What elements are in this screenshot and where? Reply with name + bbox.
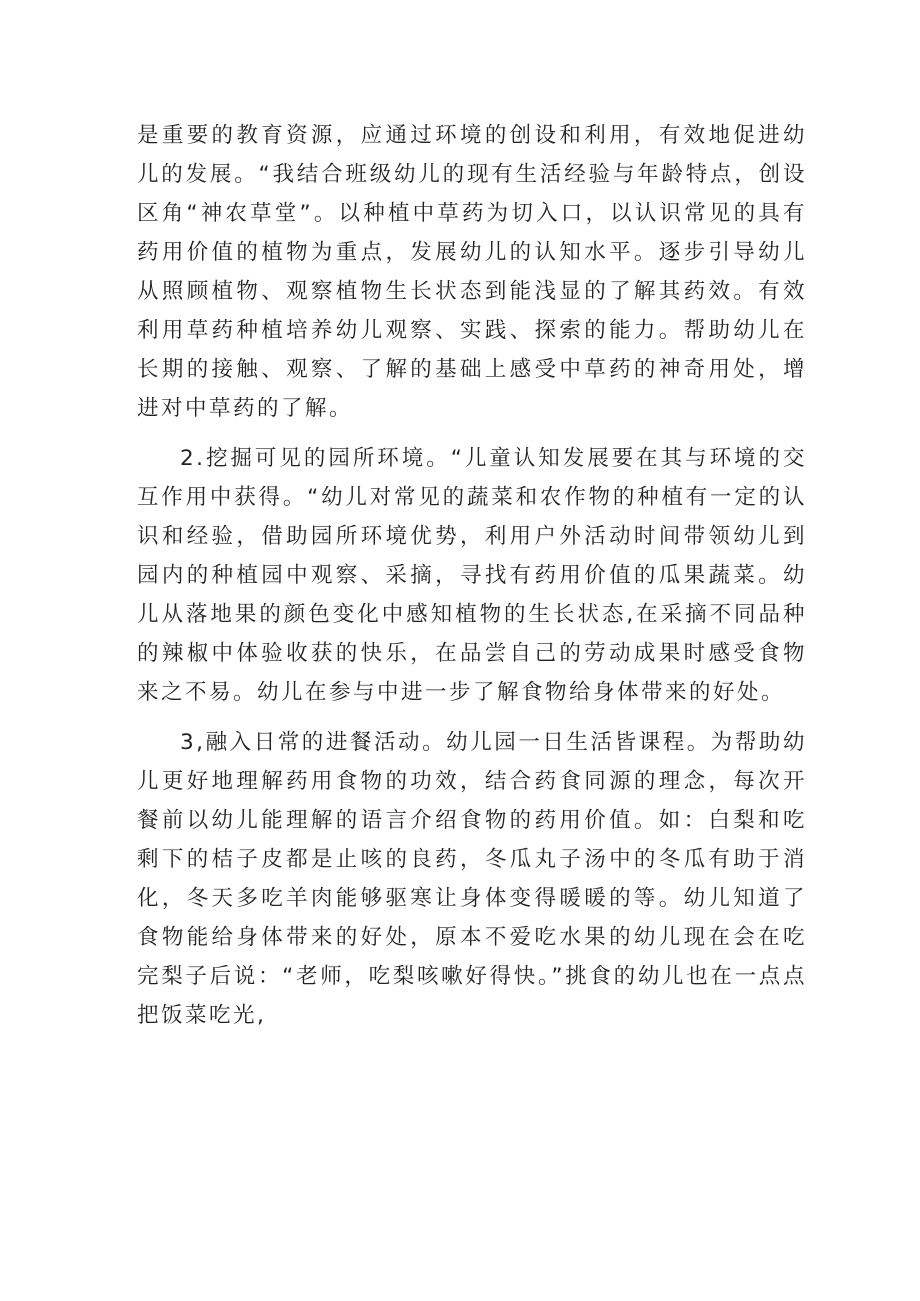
paragraph-daily-meals: 3,融入日常的进餐活动。幼儿园一日生活皆课程。为帮助幼儿更好地理解药用食物的功效，结合药食同源的理念，每次开餐前以幼儿能理解的语言介绍食物的药用价值。如：白梨和吃剩下的桔子皮都是止咳的良药，冬瓜丸子汤中的冬瓜有助于消化，冬天多吃羊肉能够驱寒让身体变得暖暖的等。幼儿知道了食物能给身体带来的好处，原本不爱吃水果的幼儿现在会在吃完梨子后说：“老师，吃梨咳嗽好得快。”挑食的幼儿也在一点点把饭菜吃光,	[137, 730, 807, 1028]
paragraph-campus-environment: 2.挖掘可见的园所环境。“儿童认知发展要在其与环境的交互作用中获得。“幼儿对常见的蔬菜和农作物的种植有一定的认识和经验，借助园所环境优势，利用户外活动时间带领幼儿到园内的种植园中观察、采摘，寻找有药用价值的瓜果蔬菜。幼儿从落地果的颜色变化中感知植物的生长状态,在采摘不同品种的辣椒中体验收获的快乐，在品尝自己的劳动成果时感受食物来之不易。幼儿在参与中进一步了解食物给身体带来的好处。	[137, 446, 807, 705]
document-body	[137, 116, 807, 1035]
paragraph-continuation: 是重要的教育资源，应通过环境的创设和利用，有效地促进幼儿的发展。“我结合班级幼儿的现有生活经验与年龄特点，创设区角“神农草堂”。以种植中草药为切入口，以认识常见的具有药用价值的植物为重点，发展幼儿的认知水平。逐步引导幼儿从照顾植物、观察植物生长状态到能浅显的了解其药效。有效利用草药种植培养幼儿观察、实践、探索的能力。帮助幼儿在长期的接触、观察、了解的基础上感受中草药的神奇用处，增进对中草药的了解。	[137, 123, 807, 421]
